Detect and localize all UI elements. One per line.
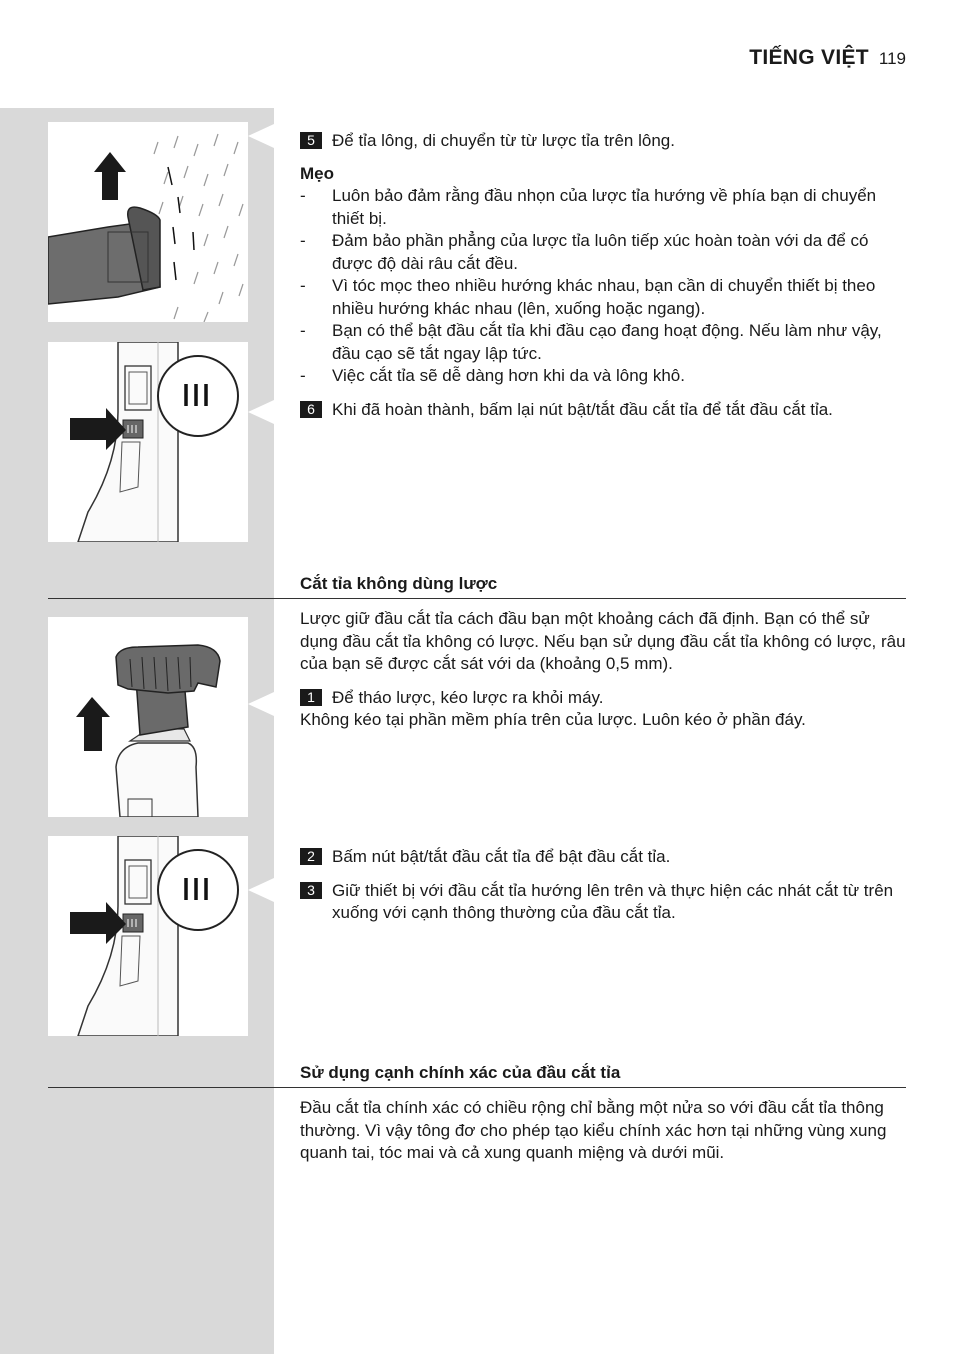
section-intro: Đầu cắt tỉa chính xác có chiều rộng chỉ bằng một nửa so với đầu cắt tỉa thông thường. Vì vậy tông đơ cho phép tạo kiểu chính xác hơn tại những vùng xung quanh tai, tóc mai và cả xung quanh miệng và dưới mũi. [300, 1098, 887, 1162]
tip-text: Bạn có thể bật đầu cắt tỉa khi đầu cạo đang hoạt động. Nếu làm như vậy, đầu cạo sẽ tắt ngay lập tức. [332, 321, 882, 363]
step-2 [300, 846, 908, 869]
illustration-pointer [248, 124, 274, 148]
step-3 [300, 880, 908, 925]
step-text: Để tháo lược, kéo lược ra khỏi máy. [332, 687, 604, 707]
block-trim-steps [300, 846, 908, 925]
page-number: 119 [878, 49, 906, 68]
step-text: Để tỉa lông, di chuyển từ từ lược tỉa trên lông. [332, 131, 675, 150]
illustration-press-button [48, 836, 248, 1036]
block-precision-edge [300, 1097, 908, 1165]
step-number: 6 [300, 401, 322, 418]
tip-text: Luôn bảo đảm rằng đầu nhọn của lược tỉa hướng về phía bạn di chuyển thiết bị. [332, 186, 877, 228]
tip-text: Vì tóc mọc theo nhiều hướng khác nhau, bạn cần di chuyển thiết bị theo nhiều hướng khác nhau (lên, xuống hoặc ngang). [332, 276, 876, 318]
section-divider [48, 598, 906, 599]
tip-text: Việc cắt tỉa sẽ dễ dàng hơn khi da và lông khô. [332, 366, 685, 385]
step-5 [300, 130, 908, 153]
list-item: - Vì tóc mọc theo nhiều hướng khác nhau, bạn cần di chuyển thiết bị theo nhiều hướng khác nhau (lên, xuống hoặc ngang). [300, 275, 908, 320]
section-divider [48, 1087, 906, 1088]
step-text: Bấm nút bật/tắt đầu cắt tỉa để bật đầu cắt tỉa. [332, 847, 671, 866]
step-text: Khi đã hoàn thành, bấm lại nút bật/tắt đầu cắt tỉa để tắt đầu cắt tỉa. [332, 399, 833, 419]
list-item: - Bạn có thể bật đầu cắt tỉa khi đầu cạo đang hoạt động. Nếu làm như vậy, đầu cạo sẽ tắt ngay lập tức. [300, 320, 908, 365]
list-item: - Việc cắt tỉa sẽ dễ dàng hơn khi da và lông khô. [300, 365, 908, 388]
language-label: TIẾNG VIỆT [749, 46, 869, 69]
step-text: Giữ thiết bị với đầu cắt tỉa hướng lên trên và thực hiện các nhát cắt từ trên xuống với cạnh thông thường của đầu cắt tỉa. [332, 880, 894, 922]
illustration-remove-comb [48, 617, 248, 817]
step-number: 1 [300, 689, 322, 706]
tips-list [300, 185, 908, 388]
illustration-pointer [248, 878, 274, 902]
illustration-trim-with-comb [48, 122, 248, 322]
tips-title: Mẹo [300, 163, 334, 183]
step-note: Không kéo tại phần mềm phía trên của lược. Luôn kéo ở phần đáy. [300, 710, 806, 729]
step-number: 3 [300, 882, 322, 899]
list-item: - Luôn bảo đảm rằng đầu nhọn của lược tỉa hướng về phía bạn di chuyển thiết bị. [300, 185, 908, 230]
illustration-press-button [48, 342, 248, 542]
block-trim-with-comb [300, 130, 908, 421]
step-1 [300, 687, 908, 710]
step-number: 5 [300, 132, 322, 149]
illustration-pointer [248, 400, 274, 424]
step-6 [300, 399, 908, 422]
list-item: - Đảm bảo phần phẳng của lược tỉa luôn tiếp xúc hoàn toàn với da để có được độ dài râu cắt đều. [300, 230, 908, 275]
page-header [749, 46, 906, 70]
section-title-trim-without-comb: Cắt tỉa không dùng lược [300, 574, 498, 593]
block-trim-without-comb [300, 608, 908, 732]
tip-text: Đảm bảo phần phẳng của lược tỉa luôn tiếp xúc hoàn toàn với da để có được độ dài râu cắt đều. [332, 231, 869, 273]
step-number: 2 [300, 848, 322, 865]
section-title-precision-edge: Sử dụng cạnh chính xác của đầu cắt tỉa [300, 1063, 621, 1082]
illustration-pointer [248, 692, 274, 716]
section-intro: Lược giữ đầu cắt tỉa cách đầu bạn một khoảng cách đã định. Bạn có thể sử dụng đầu cắt tỉa không có lược. Nếu bạn sử dụng đầu cắt tỉa không có lược, râu của bạn sẽ được cắt sát với da (khoảng 0,5 mm). [300, 609, 906, 673]
